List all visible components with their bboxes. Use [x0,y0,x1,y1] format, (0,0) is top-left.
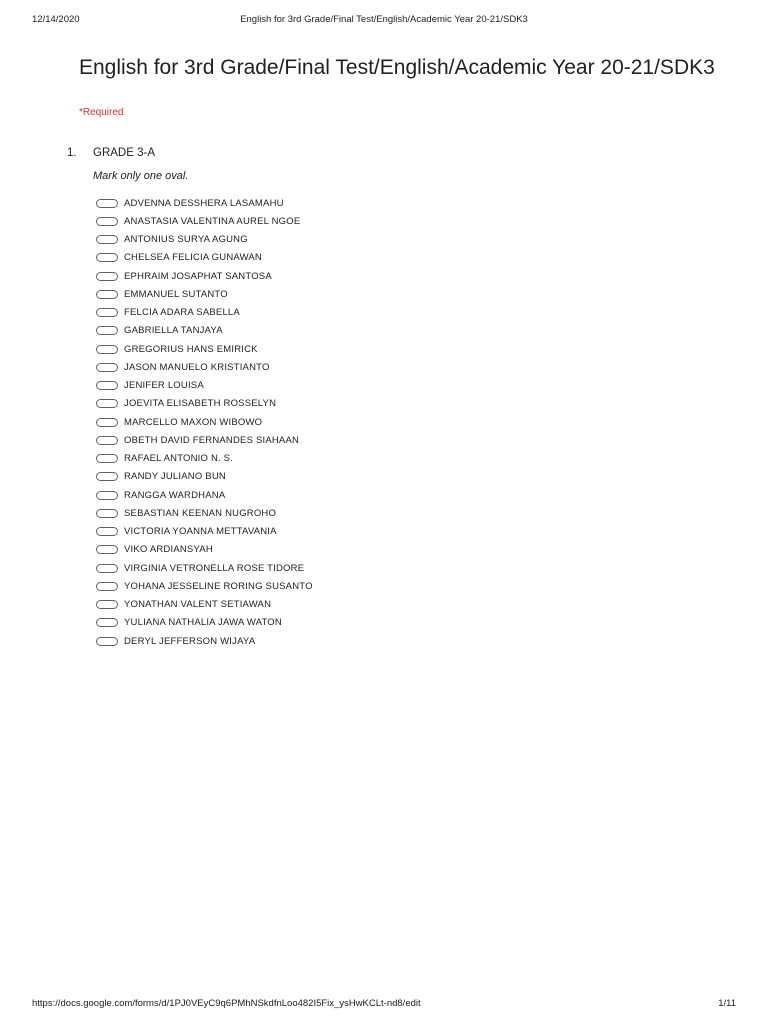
option-label: DERYL JEFFERSON WIJAYA [124,635,256,647]
radio-oval[interactable] [96,509,118,518]
radio-oval[interactable] [96,272,118,281]
option-label: GREGORIUS HANS EMIRICK [124,343,258,355]
radio-option[interactable] [96,340,313,358]
radio-option[interactable] [96,486,313,504]
print-url: https://docs.google.com/forms/d/1PJ0VEyC9q6PMhNSkdfnLoo482I5Fix_ysHwKCLt-nd8/edit [32,998,421,1009]
option-label: GABRIELLA TANJAYA [124,325,223,337]
radio-option[interactable] [96,541,313,559]
form-title: English for 3rd Grade/Final Test/English/Academic Year 20-21/SDK3 [79,56,715,79]
option-label: MARCELLO MAXON WIBOWO [124,416,263,428]
radio-oval[interactable] [96,308,118,317]
option-label: EMMANUEL SUTANTO [124,288,228,300]
page-number: 1/11 [718,998,736,1009]
radio-oval[interactable] [96,235,118,244]
radio-oval[interactable] [96,637,118,646]
radio-option[interactable] [96,322,313,340]
option-list [96,194,313,650]
option-label: RANDY JULIANO BUN [124,471,226,483]
radio-option[interactable] [96,468,313,486]
radio-oval[interactable] [96,527,118,536]
radio-oval[interactable] [96,399,118,408]
option-label: SEBASTIAN KEENAN NUGROHO [124,507,277,519]
radio-oval[interactable] [96,418,118,427]
radio-oval[interactable] [96,326,118,335]
radio-oval[interactable] [96,491,118,500]
option-label: ANTONIUS SURYA AGUNG [124,234,248,246]
radio-option[interactable] [96,450,313,468]
print-header [32,14,736,28]
radio-option[interactable] [96,212,313,230]
radio-oval[interactable] [96,454,118,463]
radio-option[interactable] [96,377,313,395]
radio-option[interactable] [96,194,313,212]
radio-option[interactable] [96,231,313,249]
option-label: YOHANA JESSELINE RORING SUSANTO [124,580,313,592]
option-label: VIRGINIA VETRONELLA ROSE TIDORE [124,562,305,574]
radio-oval[interactable] [96,472,118,481]
option-label: OBETH DAVID FERNANDES SIAHAAN [124,434,300,446]
radio-oval[interactable] [96,436,118,445]
radio-oval[interactable] [96,199,118,208]
option-label: CHELSEA FELICIA GUNAWAN [124,252,262,264]
radio-oval[interactable] [96,363,118,372]
print-date: 12/14/2020 [32,14,80,25]
radio-option[interactable] [96,596,313,614]
radio-oval[interactable] [96,345,118,354]
radio-oval[interactable] [96,564,118,573]
radio-option[interactable] [96,249,313,267]
option-label: EPHRAIM JOSAPHAT SANTOSA [124,270,272,282]
option-label: JENIFER LOUISA [124,380,204,392]
radio-option[interactable] [96,523,313,541]
radio-oval[interactable] [96,600,118,609]
radio-option[interactable] [96,504,313,522]
required-note: *Required [79,107,124,118]
option-label: JASON MANUELO KRISTIANTO [124,361,270,373]
radio-oval[interactable] [96,381,118,390]
option-label: ANASTASIA VALENTINA AUREL NGOE [124,215,301,227]
radio-option[interactable] [96,632,313,650]
radio-option[interactable] [96,413,313,431]
option-label: JOEVITA ELISABETH ROSSELYN [124,398,277,410]
radio-option[interactable] [96,358,313,376]
radio-option[interactable] [96,559,313,577]
radio-oval[interactable] [96,618,118,627]
option-label: ADVENNA DESSHERA LASAMAHU [124,197,284,209]
option-label: VIKO ARDIANSYAH [124,544,213,556]
radio-option[interactable] [96,431,313,449]
radio-oval[interactable] [96,545,118,554]
radio-option[interactable] [96,614,313,632]
print-footer [32,998,736,1012]
option-label: VICTORIA YOANNA METTAVANIA [124,526,277,538]
option-label: RAFAEL ANTONIO N. S. [124,453,234,465]
radio-oval[interactable] [96,253,118,262]
radio-option[interactable] [96,395,313,413]
question-number: 1. [67,147,77,159]
radio-option[interactable] [96,304,313,322]
radio-oval[interactable] [96,582,118,591]
option-label: YULIANA NATHALIA JAWA WATON [124,617,282,629]
radio-oval[interactable] [96,217,118,226]
option-label: RANGGA WARDHANA [124,489,226,501]
radio-option[interactable] [96,285,313,303]
radio-option[interactable] [96,267,313,285]
option-label: FELCIA ADARA SABELLA [124,307,240,319]
question-title: GRADE 3-A [93,147,155,159]
print-doc-title: English for 3rd Grade/Final Test/English/Academic Year 20-21/SDK3 [240,14,528,25]
option-label: YONATHAN VALENT SETIAWAN [124,599,272,611]
radio-option[interactable] [96,577,313,595]
radio-oval[interactable] [96,290,118,299]
question-hint: Mark only one oval. [93,170,189,182]
